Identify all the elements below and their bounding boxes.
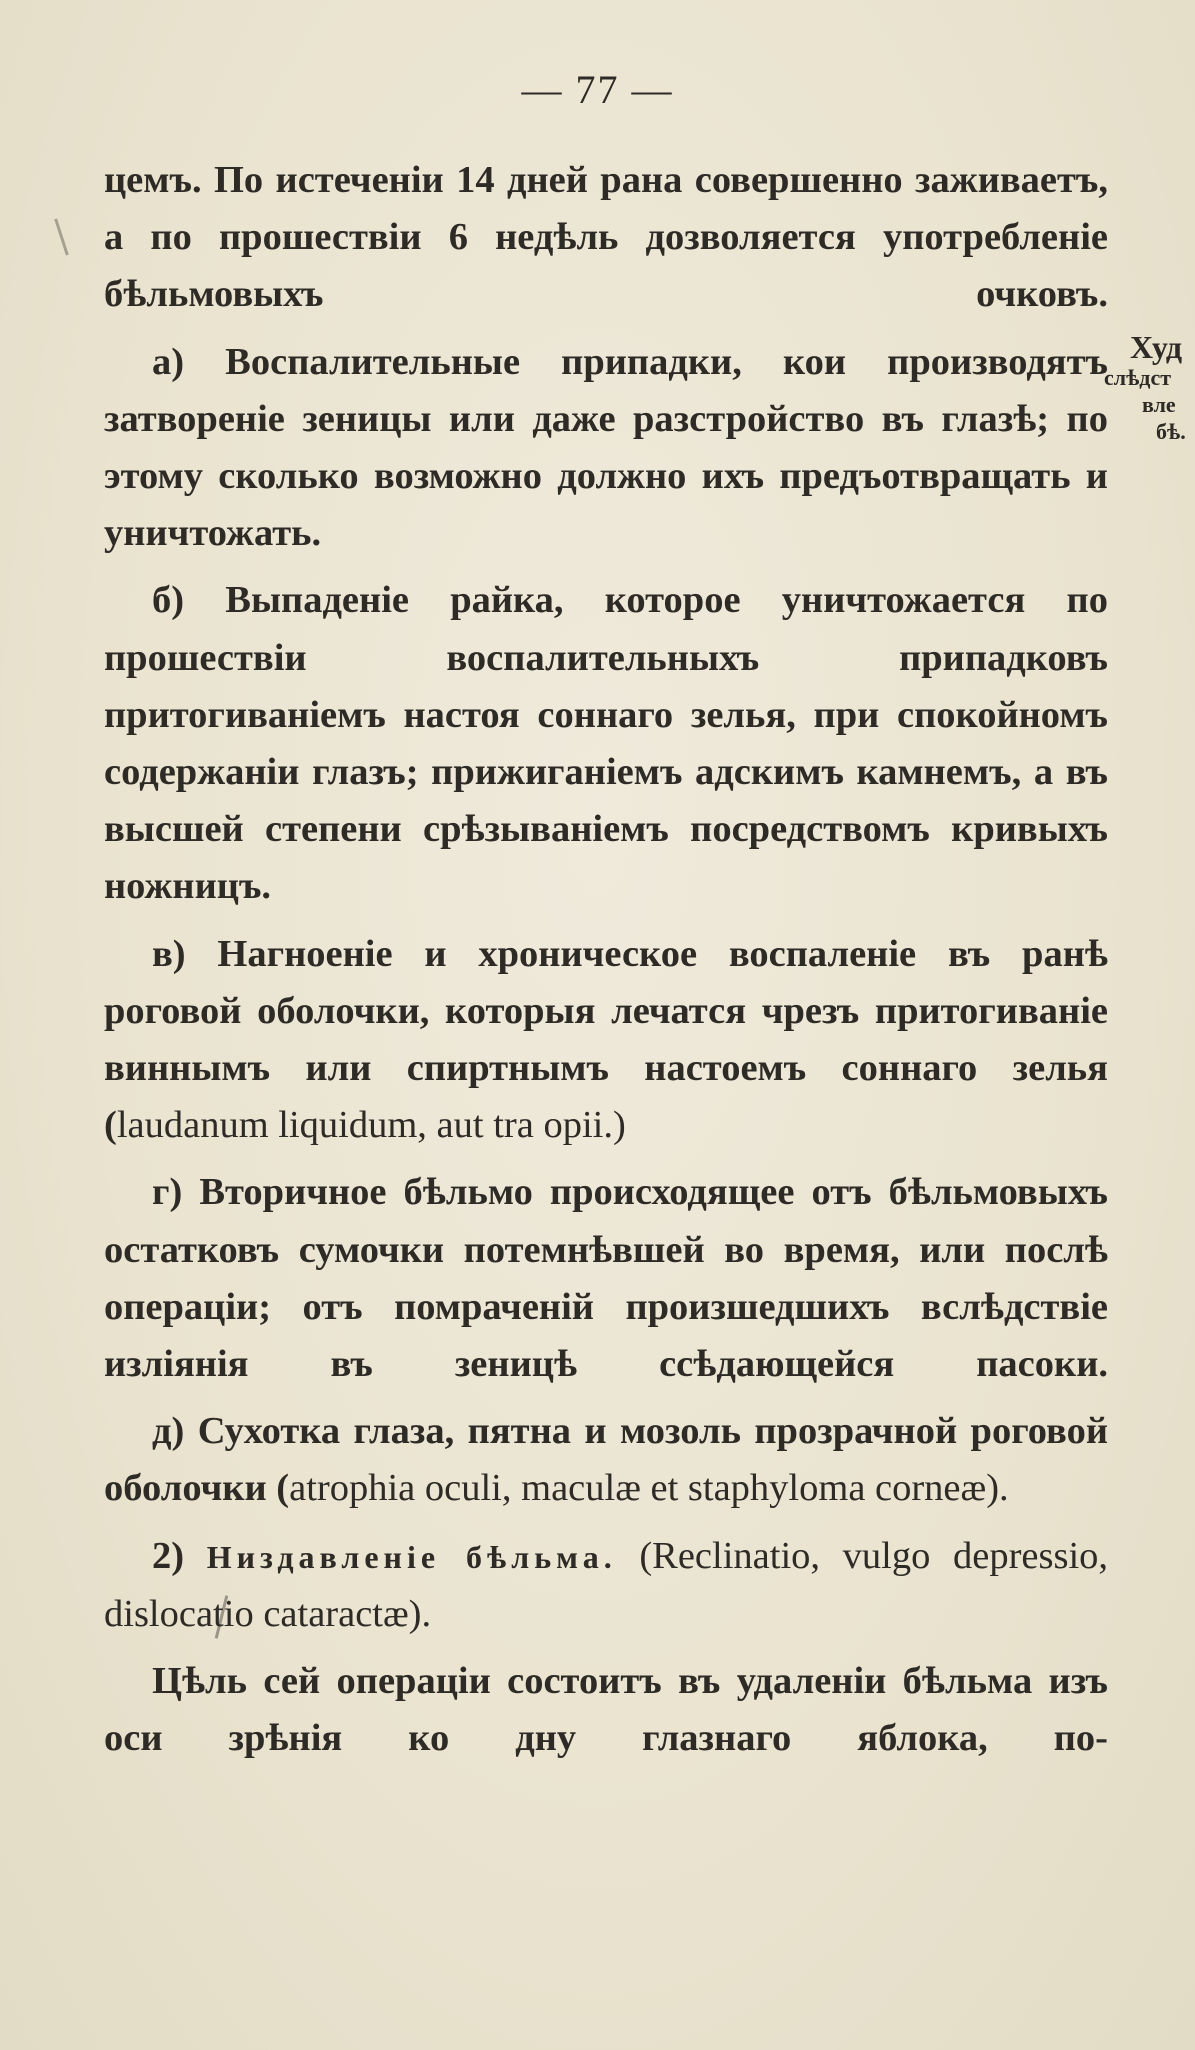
- margin-note-line: слѣдст: [1104, 365, 1172, 390]
- margin-note-line: Худ: [1130, 330, 1183, 365]
- margin-note: [1104, 330, 1195, 445]
- pencil-mark: [54, 218, 69, 255]
- paragraph: Цѣль сей операціи состоитъ въ удаленіи бѣльма изъ оси зрѣнія ко дну глазнаго яблока, по-: [104, 1660, 1108, 1760]
- section-number: 2): [152, 1534, 207, 1577]
- margin-note-line: вле: [1142, 392, 1176, 417]
- paragraph-text: д) Сухотка глаза, пятна и мозоль прозрачной роговой оболочки (: [104, 1410, 1108, 1510]
- margin-note-line: бѣ.: [1156, 419, 1186, 444]
- body-text: [104, 152, 1108, 1777]
- paragraph: цемъ. По истеченіи 14 дней рана совершенно заживаетъ, а по прошествіи 6 недѣль дозволяется употребленіе бѣльмовыхъ очковъ.: [104, 159, 1108, 316]
- paragraph: а) Воспалительные припадки, кои производятъ затвореніе зеницы или даже разстройство въ глазѣ; по этому сколько возможно должно ихъ предъотвращать и уничтожать.: [104, 340, 1108, 555]
- section-heading: Низдавленіе бѣльма.: [206, 1538, 617, 1575]
- paragraph: б) Выпаденіе райка, которое уничтожается по прошествіи воспалительныхъ припадковъ притогиваніемъ настоя соннаго зелья, при спокойномъ содержаніи глазъ; прижиганіемъ адскимъ камнемъ, а въ высшей степени срѣзываніемъ посредствомъ кривыхъ ножницъ.: [104, 579, 1108, 908]
- latin-text: (Reclinatio, vulgo depressio, dislocatio cataractæ).: [104, 1534, 1109, 1635]
- paragraph: [104, 926, 1108, 1155]
- paragraph: [104, 1528, 1108, 1643]
- page-number: — 77 —: [521, 67, 674, 112]
- paragraph: г) Вторичное бѣльмо происходящее отъ бѣльмовыхъ остатковъ сумочки потемнѣвшей во время, или послѣ операціи; отъ помраченій произшедшихъ вслѣдствіе изліянія въ зеницѣ ссѣдающейся пасоки.: [104, 1171, 1108, 1386]
- latin-text: laudanum liquidum, aut tra opii.): [116, 1104, 626, 1147]
- paragraph-text: в) Нагноеніе и хроническое воспаленіе въ ранѣ роговой оболочки, которыя лечатся чрезъ притогиваніе виннымъ или спиртнымъ настоемъ соннаго зелья (: [104, 932, 1108, 1147]
- paragraph: [104, 1403, 1108, 1517]
- latin-text: atrophia oculi, maculæ et staphyloma corneæ).: [289, 1467, 1009, 1510]
